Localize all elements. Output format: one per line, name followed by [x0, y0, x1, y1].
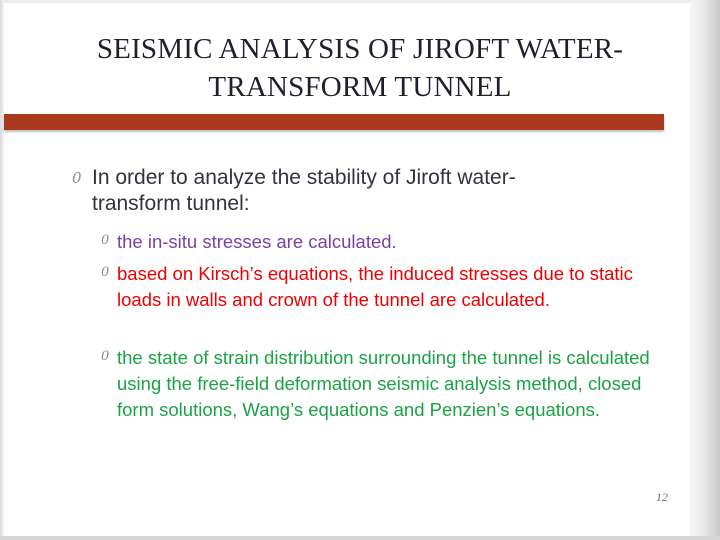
frame-left-border: [0, 0, 4, 540]
frame-top-border: [0, 0, 720, 3]
sub-bullet-in-situ: [101, 229, 661, 255]
sub-bullet-strain: [101, 345, 661, 423]
title-accent-bar: [4, 114, 664, 130]
frame-bottom-border: [0, 536, 720, 540]
bullet-marker-icon: 0: [101, 349, 110, 364]
title-line-2: TRANSFORM TUNNEL: [208, 71, 512, 103]
main-bullet-text: In order to analyze the stability of Jiroft water-transform tunnel:: [92, 166, 516, 215]
page-number: 12: [656, 490, 668, 504]
bullet-marker-icon: 0: [101, 233, 110, 248]
sub-bullet-text: the state of strain distribution surrounding the tunnel is calculated using the free-field deformation seismic analysis method, closed form solutions, Wang’s equations and Penzien’s equations.: [117, 347, 650, 420]
sub-bullet-text: based on Kirsch’s equations, the induced stresses due to static loads in walls and crown of the tunnel are calculated.: [117, 263, 633, 310]
main-bullet: [72, 165, 592, 217]
bullet-marker-icon: 0: [101, 265, 110, 280]
bullet-marker-icon: 0: [72, 169, 82, 187]
sub-bullet-kirsch: [101, 261, 661, 313]
title-line-1: SEISMIC ANALYSIS OF JIROFT WATER-: [96, 33, 624, 65]
page-title: [40, 30, 680, 106]
frame-right-border: [690, 0, 720, 540]
sub-bullet-text: the in-situ stresses are calculated.: [117, 231, 397, 252]
